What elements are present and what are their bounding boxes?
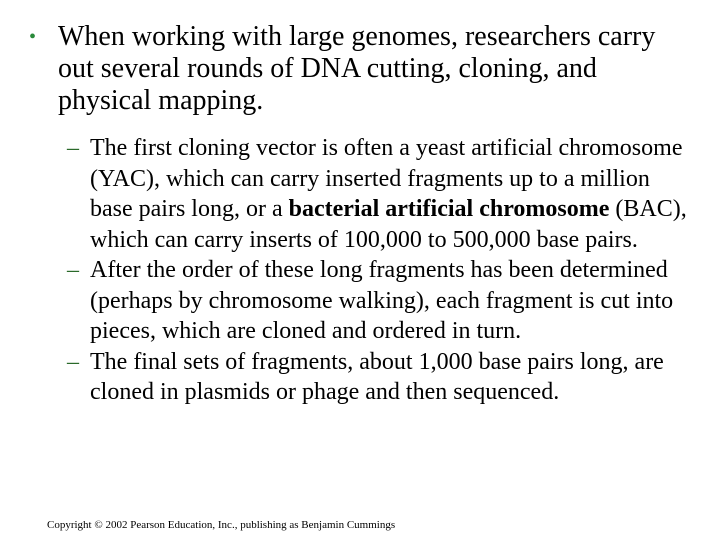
copyright-footer: Copyright © 2002 Pearson Education, Inc., publishing as Benjamin Cummings [47,519,396,531]
sub-bullet-text: The final sets of fragments, about 1,000 base pairs long, are cloned in plasmids or phage and then sequenced. [90,348,664,405]
main-bullet [29,21,689,117]
sub-bullet-list [67,133,692,408]
dash-icon: – [67,257,79,283]
dash-icon: – [67,135,79,161]
bullet-marker-icon: • [29,26,37,48]
sub-bullet-text: After the order of these long fragments has been determined (perhaps by chromosome walking), each fragment is cut into pieces, which are cloned and ordered in turn. [90,257,674,344]
sub-bullet-yac-bac [67,133,692,255]
main-bullet-text: When working with large genomes, researchers carry out several rounds of DNA cutting, cloning, and physical mapping. [58,21,656,116]
sub-bullet-final [67,347,692,408]
dash-icon: – [67,348,79,375]
bac-term: bacterial artificial chromosome [288,196,610,222]
sub-bullet-text: The first cloning vector is often a yeast artificial chromosome (YAC), which can carry inserted fragments up to a million base pairs long, or a [90,135,683,222]
sub-bullet-text-cont: (BAC), which can carry inserts of 100,000 to 500,000 base pairs. [90,196,687,253]
sub-bullet-order [67,255,692,347]
